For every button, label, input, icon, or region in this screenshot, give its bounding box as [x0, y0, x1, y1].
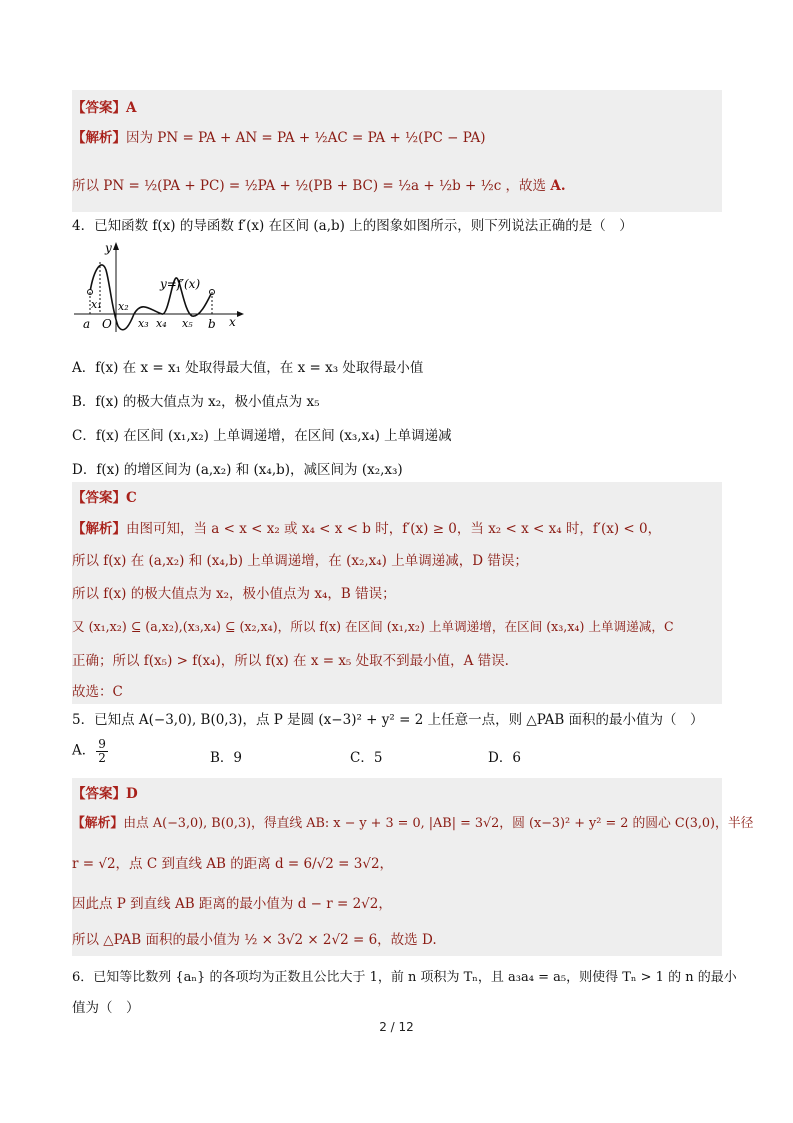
- answer-tag: 【答案】: [72, 100, 126, 116]
- q4-analysis-line-5: 正确；所以 f(x₅) > f(x₄)，所以 f(x) 在 x = x₅ 处取不到最小值，A 错误.: [72, 653, 509, 669]
- q5-option-a: A． $\frac{9}{2}$: [72, 737, 106, 765]
- q5-answer-line: [72, 782, 138, 802]
- tick-x2: x₂: [118, 300, 129, 313]
- q4-analysis-line-3: 所以 f(x) 的极大值点为 x₂，极小值点为 x₄，B 错误；: [72, 586, 396, 602]
- y-axis-label: y: [105, 241, 112, 255]
- q3-answer-line: [72, 96, 136, 116]
- answer-value: C: [126, 490, 137, 506]
- q5-analysis-line-3: 因此点 P 到直线 AB 距离的最小值为 d − r = 2√2，: [72, 896, 392, 912]
- q4-option-d: D．f(x) 的增区间为 (a,x₂) 和 (x₄,b)，减区间为 (x₂,x₃): [72, 462, 403, 478]
- q4-answer-line: [72, 486, 137, 506]
- q5-option-d: D．6: [488, 750, 521, 766]
- q3-analysis-line-2: [72, 174, 566, 194]
- answer-tag: 【答案】: [72, 786, 126, 802]
- q4-option-b: B．f(x) 的极大值点为 x₂，极小值点为 x₅: [72, 394, 320, 410]
- q5-analysis-line-1: [72, 812, 753, 831]
- tick-o: O: [102, 317, 112, 331]
- q5-analysis-line-2: r = √2，点 C 到直线 AB 的距离 d = 6/√2 = 3√2，: [72, 856, 394, 872]
- q4-analysis-text-1: 由图可知，当 a < x < x₂ 或 x₄ < x < b 时，f′(x) ≥ 0，当 x₂ < x < x₄ 时，f′(x) < 0，: [126, 521, 662, 537]
- answer-value: D: [126, 786, 138, 802]
- tick-x1: x₁: [91, 298, 102, 311]
- analysis-tag: 【解析】: [72, 521, 126, 537]
- q5-option-c: C．5: [350, 750, 383, 766]
- q4-analysis-line-6: 故选：C: [72, 684, 123, 700]
- curve-label: y=f′(x): [160, 277, 201, 291]
- q6-stem-line-1: 6．已知等比数列 {aₙ} 的各项均为正数且公比大于 1，前 n 项积为 Tₙ，且 a₃a₄ = a₅，则使得 Tₙ > 1 的 n 的最小: [72, 970, 737, 985]
- q3-analysis-line-1: [72, 126, 486, 146]
- tick-a: a: [83, 317, 91, 331]
- answer-tag: 【答案】: [72, 490, 126, 506]
- page-number: 2 / 12: [379, 1020, 414, 1034]
- q3-analysis-text-2: 所以 PN = ½(PA + PC) = ½PA + ½(PB + BC) = ½a + ½b + ½c ，故选: [72, 178, 547, 194]
- tick-x3: x₃: [138, 317, 149, 330]
- q5-analysis-text-1: 由点 A(−3,0), B(0,3)，得直线 AB: x − y + 3 = 0, |AB| = 3√2，圆 (x−3)² + y² = 2 的圆心 C(3,0)，半径: [123, 816, 754, 831]
- q4-analysis-line-4: 又 (x₁,x₂) ⊆ (a,x₂),(x₃,x₄) ⊆ (x₂,x₄)，所以 f(x) 在区间 (x₁,x₂) 上单调递增，在区间 (x₃,x₄) 上单调递减，C: [72, 619, 674, 634]
- x-axis-label: x: [229, 315, 236, 329]
- q4-stem: 4．已知函数 f(x) 的导函数 f′(x) 在区间 (a,b) 上的图象如图所示，则下列说法正确的是（ ）: [72, 218, 633, 234]
- tick-x4: x₄: [156, 317, 167, 330]
- q4-analysis-line-2: 所以 f(x) 在 (a,x₂) 和 (x₄,b) 上单调递增，在 (x₂,x₄) 上单调递减，D 错误；: [72, 553, 528, 569]
- q4-analysis-line-1: [72, 517, 661, 537]
- q5-option-b: B．9: [210, 750, 243, 766]
- tick-x5: x₅: [182, 317, 193, 330]
- analysis-tag: 【解析】: [72, 816, 124, 831]
- q3-choice: A.: [550, 178, 566, 194]
- q3-analysis-text-1: 因为 PN = PA + AN = PA + ½AC = PA + ½(PC − PA): [126, 130, 486, 146]
- q4-derivative-graph: [72, 240, 247, 335]
- q4-option-a: A．f(x) 在 x = x₁ 处取得最大值，在 x = x₃ 处取得最小值: [72, 360, 424, 376]
- q5-stem: 5．已知点 A(−3,0), B(0,3)，点 P 是圆 (x−3)² + y² = 2 上任意一点，则 △PAB 面积的最小值为（ ）: [72, 712, 704, 728]
- q5-analysis-line-4: 所以 △PAB 面积的最小值为 ½ × 3√2 × 2√2 = 6，故选 D.: [72, 932, 437, 948]
- tick-b: b: [208, 317, 216, 331]
- fraction: $\frac{9}{2}$: [98, 737, 106, 765]
- q6-stem-line-2: 值为（ ）: [72, 1000, 140, 1016]
- answer-value: A: [126, 100, 137, 116]
- q4-option-c: C．f(x) 在区间 (x₁,x₂) 上单调递增，在区间 (x₃,x₄) 上单调递减: [72, 428, 452, 444]
- analysis-tag: 【解析】: [72, 130, 126, 146]
